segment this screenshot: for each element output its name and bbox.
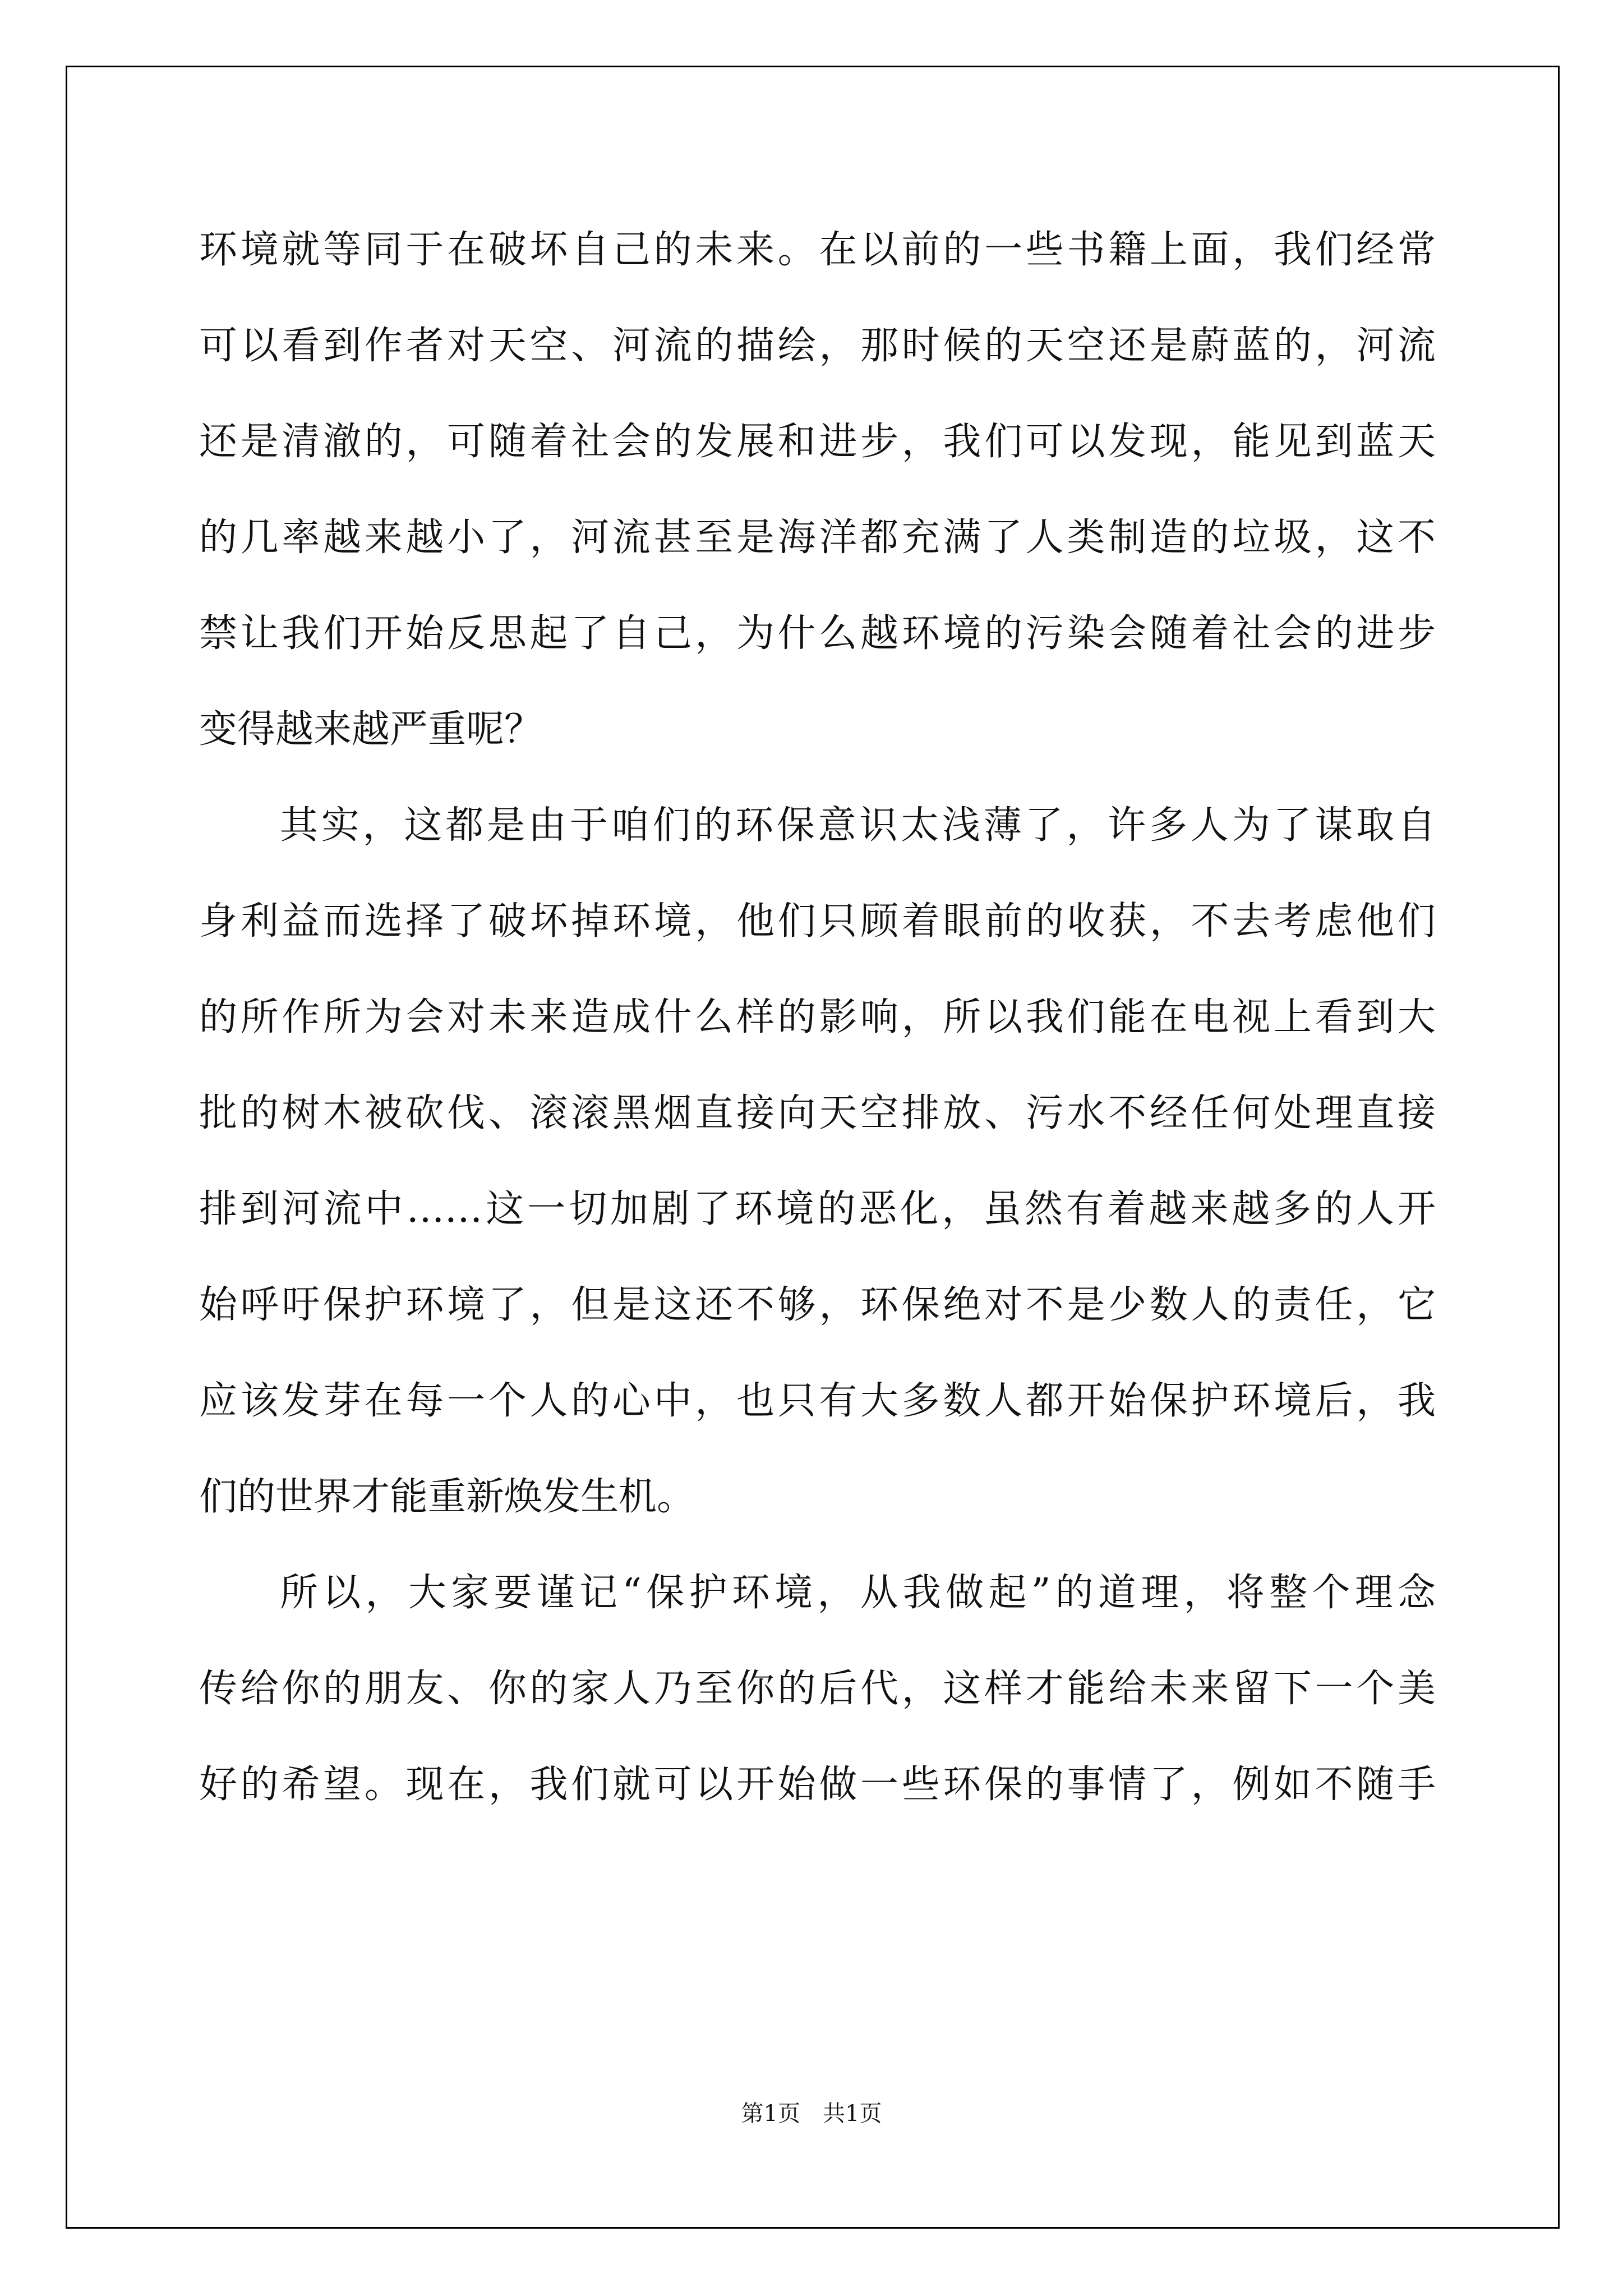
paragraph-2-line-2: 身利益而选择了破坏掉环境，他们只顾着眼前的收获，不去考虑他们: [199, 899, 1436, 944]
paragraph-3-line-3: 好的希望。现在，我们就可以开始做一些环保的事情了，例如不随手: [199, 1763, 1436, 1807]
paragraph-1-line-4: 的几率越来越小了，河流甚至是海洋都充满了人类制造的垃圾，这不: [199, 516, 1436, 560]
paragraph-2-line-8: 们的世界才能重新焕发生机。: [199, 1475, 695, 1519]
paragraph-3-line-1: 所以，大家要谨记“保护环境，从我做起”的道理，将整个理念: [280, 1571, 1436, 1615]
page-number-footer: 第1页 共1页: [741, 2101, 882, 2127]
paragraph-2-line-6: 始呼吁保护环境了，但是这还不够，环保绝对不是少数人的责任，它: [199, 1283, 1436, 1327]
paragraph-2-line-7: 应该发芽在每一个人的心中，也只有大多数人都开始保护环境后，我: [199, 1379, 1436, 1423]
paragraph-1-line-6: 变得越来越严重呢？: [199, 707, 543, 752]
paragraph-1-line-3: 还是清澈的，可随着社会的发展和进步，我们可以发现，能见到蓝天: [199, 420, 1436, 464]
paragraph-3-line-2: 传给你的朋友、你的家人乃至你的后代，这样才能给未来留下一个美: [199, 1667, 1436, 1711]
paragraph-1-line-1: 环境就等同于在破坏自己的未来。在以前的一些书籍上面，我们经常: [199, 228, 1436, 272]
paragraph-2-line-4: 批的树木被砍伐、滚滚黑烟直接向天空排放、污水不经任何处理直接: [199, 1091, 1436, 1135]
paragraph-1-line-2: 可以看到作者对天空、河流的描绘，那时候的天空还是蔚蓝的，河流: [199, 324, 1436, 368]
document-body: [199, 202, 1436, 1833]
paragraph-2-line-1: 其实，这都是由于咱们的环保意识太浅薄了，许多人为了谋取自: [280, 803, 1436, 848]
paragraph-2-line-3: 的所作所为会对未来造成什么样的影响，所以我们能在电视上看到大: [199, 995, 1436, 1039]
paragraph-1-line-5: 禁让我们开始反思起了自己，为什么越环境的污染会随着社会的进步: [199, 611, 1436, 656]
paragraph-2-line-5: 排到河流中……这一切加剧了环境的恶化，虽然有着越来越多的人开: [199, 1187, 1436, 1231]
